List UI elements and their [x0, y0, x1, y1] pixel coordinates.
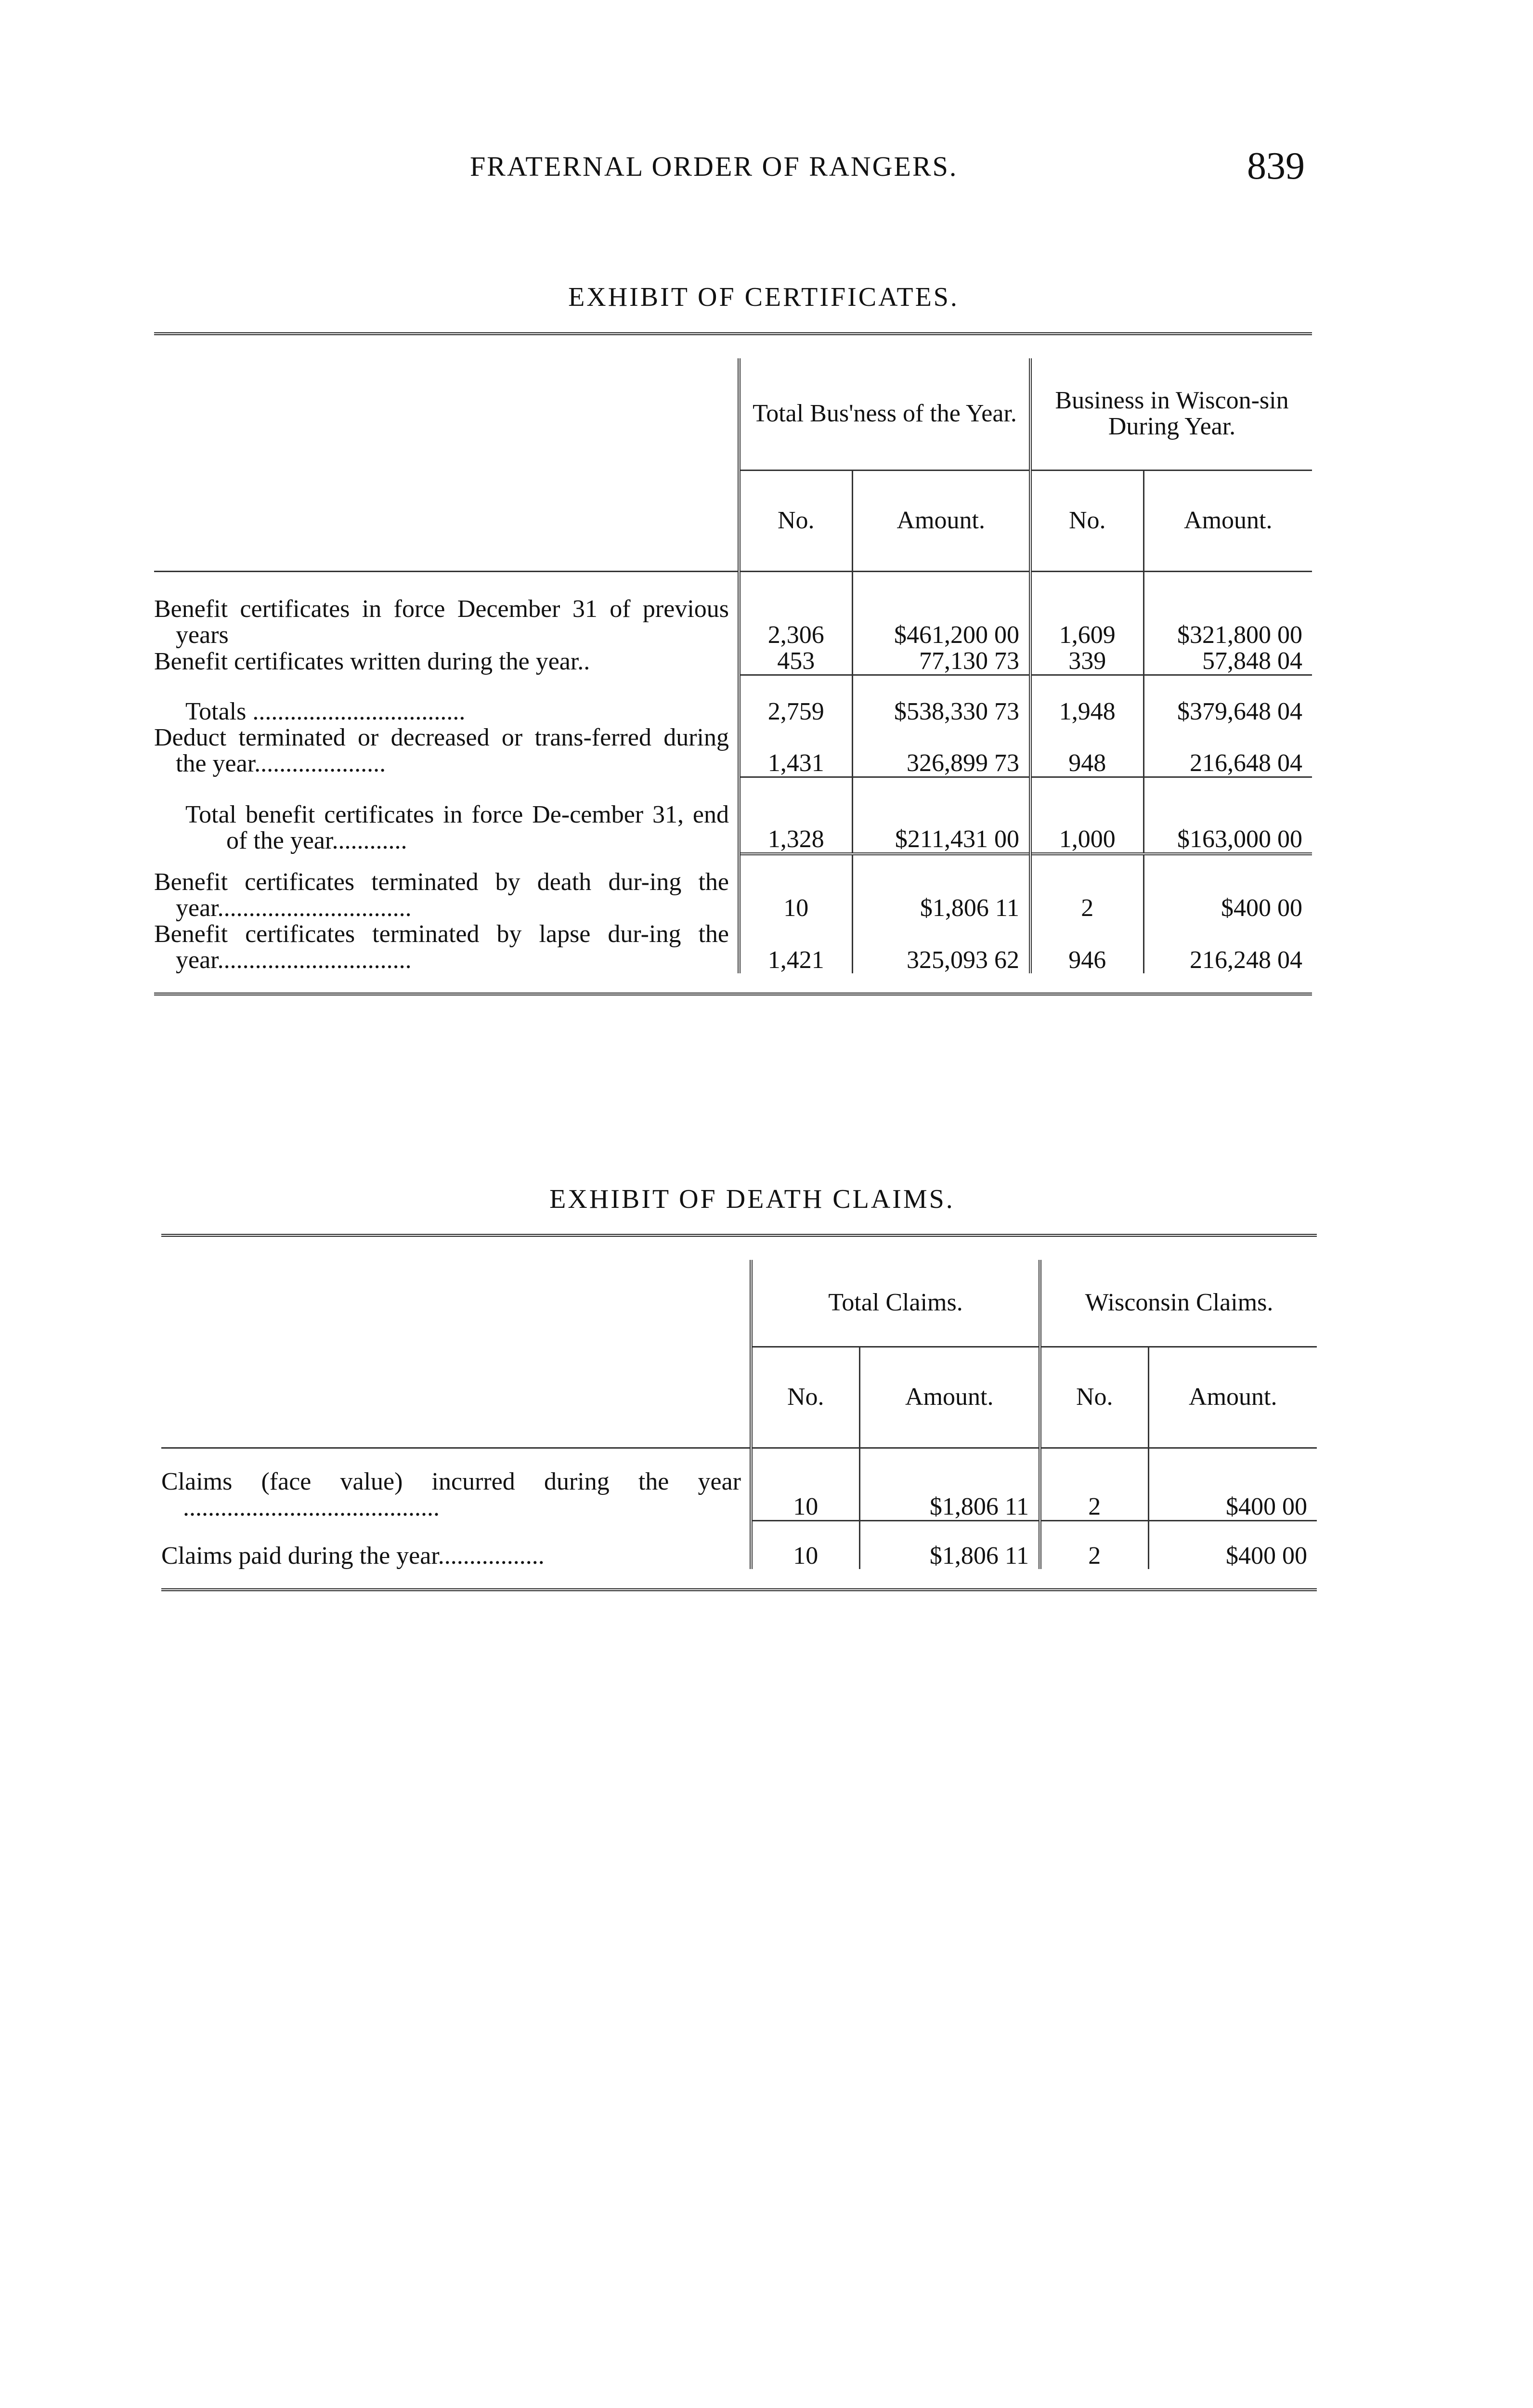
running-title: FRATERNAL ORDER OF RANGERS. — [470, 151, 958, 182]
cell-total-amount: 326,899 73 — [852, 725, 1030, 777]
table-row — [154, 648, 1312, 675]
table-row — [161, 1463, 1317, 1521]
cell-wis-no: 946 — [1030, 921, 1143, 973]
cell-total-no: 10 — [751, 1521, 859, 1569]
cell-wis-amount: 216,248 04 — [1143, 921, 1312, 973]
cell-total-no: 2,306 — [739, 587, 852, 648]
death-group-wisconsin-header: Wisconsin Claims. — [1040, 1260, 1317, 1347]
cell-total-amount: 325,093 62 — [852, 921, 1030, 973]
certificates-table — [154, 332, 1312, 995]
cell-total-no: 453 — [739, 648, 852, 675]
table-row — [154, 587, 1312, 648]
death-col-total-amount: Amount. — [859, 1347, 1040, 1448]
cert-col-total-no: No. — [739, 470, 852, 571]
table-row — [154, 854, 1312, 921]
row-label: Benefit certificates terminated by death dur-ing the year............................... — [154, 868, 729, 922]
cell-total-no: 2,759 — [739, 675, 852, 725]
cell-wis-no: 1,000 — [1030, 777, 1143, 854]
cert-col-wis-no: No. — [1030, 470, 1143, 571]
certificates-title: EXHIBIT OF CERTIFICATES. — [568, 282, 959, 312]
cell-total-amount: 77,130 73 — [852, 648, 1030, 675]
death-col-wis-no: No. — [1040, 1347, 1148, 1448]
cell-total-amount: $1,806 11 — [859, 1521, 1040, 1569]
cell-total-amount: $1,806 11 — [859, 1463, 1040, 1521]
cell-total-amount: $538,330 73 — [852, 675, 1030, 725]
cell-wis-amount: $400 00 — [1143, 854, 1312, 921]
table-row — [161, 1521, 1317, 1569]
cell-wis-no: 2 — [1030, 854, 1143, 921]
death-group-total-header: Total Claims. — [751, 1260, 1040, 1347]
row-label: Claims (face value) incurred during the year ......................................... — [161, 1467, 741, 1521]
cell-wis-no: 1,609 — [1030, 587, 1143, 648]
death-col-wis-amount: Amount. — [1148, 1347, 1317, 1448]
cell-wis-no: 2 — [1040, 1463, 1148, 1521]
cell-wis-no: 339 — [1030, 648, 1143, 675]
cell-total-amount: $211,431 00 — [852, 777, 1030, 854]
row-label: Benefit certificates written during the year.. — [154, 648, 590, 675]
table-row — [154, 675, 1312, 725]
cell-wis-amount: $400 00 — [1148, 1463, 1317, 1521]
cell-wis-amount: $400 00 — [1148, 1521, 1317, 1569]
row-label: Benefit certificates in force December 31 of previous years — [154, 595, 729, 649]
row-label: Total benefit certificates in force De-cember 31, end of the year............ — [185, 801, 729, 854]
cert-col-wis-amount: Amount. — [1143, 470, 1312, 571]
cert-col-total-amount: Amount. — [852, 470, 1030, 571]
cell-wis-amount: 57,848 04 — [1143, 648, 1312, 675]
table-row — [154, 777, 1312, 854]
row-label: Deduct terminated or decreased or trans-ferred during the year..................... — [154, 724, 729, 777]
page-number: 839 — [1247, 145, 1305, 187]
cell-total-amount: $1,806 11 — [852, 854, 1030, 921]
death-claims-title: EXHIBIT OF DEATH CLAIMS. — [549, 1184, 955, 1214]
death-col-total-no: No. — [751, 1347, 859, 1448]
cell-wis-no: 1,948 — [1030, 675, 1143, 725]
cell-wis-no: 2 — [1040, 1521, 1148, 1569]
cert-group-wisconsin-header: Business in Wiscon-sin During Year. — [1030, 358, 1312, 470]
cert-group-total-header: Total Bus'ness of the Year. — [739, 358, 1030, 470]
cell-total-no: 10 — [739, 854, 852, 921]
table-row — [154, 725, 1312, 777]
row-label: Claims paid during the year................. — [161, 1542, 545, 1570]
cell-wis-amount: $379,648 04 — [1143, 675, 1312, 725]
cell-wis-amount: $163,000 00 — [1143, 777, 1312, 854]
cell-wis-amount: $321,800 00 — [1143, 587, 1312, 648]
cell-total-no: 10 — [751, 1463, 859, 1521]
row-label: Totals .................................. — [185, 698, 466, 725]
cell-total-no: 1,421 — [739, 921, 852, 973]
cell-wis-no: 948 — [1030, 725, 1143, 777]
table-row — [154, 921, 1312, 973]
cell-total-no: 1,328 — [739, 777, 852, 854]
death-claims-table — [161, 1234, 1317, 1591]
cell-wis-amount: 216,648 04 — [1143, 725, 1312, 777]
cell-total-amount: $461,200 00 — [852, 587, 1030, 648]
row-label: Benefit certificates terminated by lapse dur-ing the year............................... — [154, 920, 729, 974]
cell-total-no: 1,431 — [739, 725, 852, 777]
